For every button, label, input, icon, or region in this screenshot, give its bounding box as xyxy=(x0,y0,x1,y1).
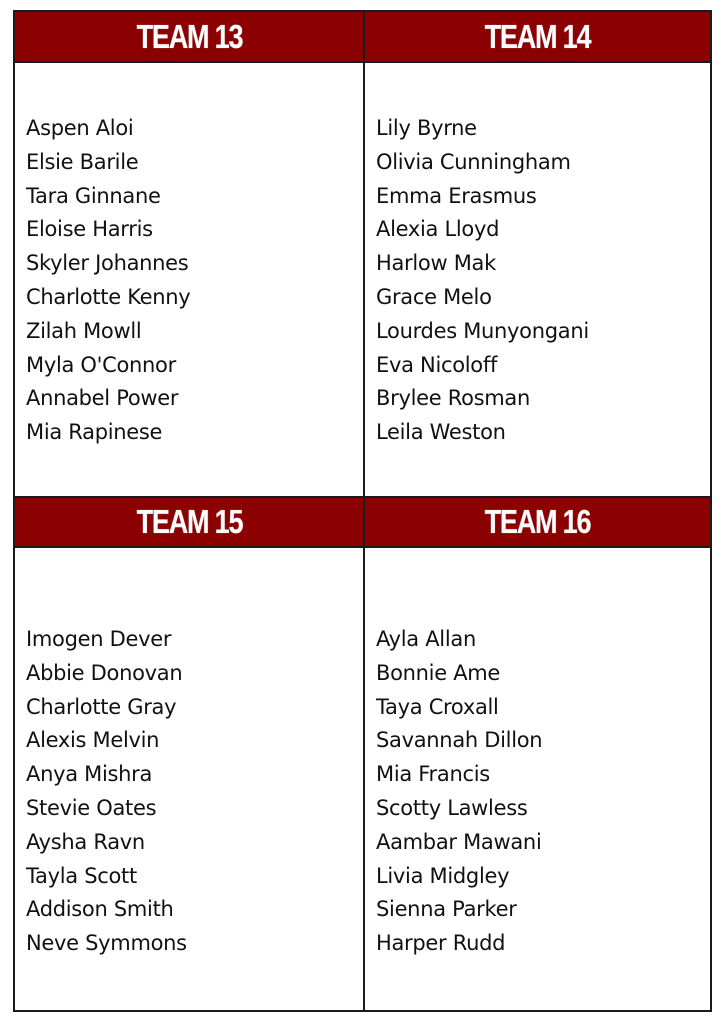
player-name: Abbie Donovan xyxy=(26,660,183,685)
player-name: Savannah Dillon xyxy=(376,728,543,753)
player-name: Mia Rapinese xyxy=(26,420,163,445)
player-name: Tayla Scott xyxy=(26,863,137,888)
player-name: Ayla Allan xyxy=(376,627,476,651)
team-14-panel xyxy=(363,12,710,496)
player-name: Imogen Dever xyxy=(26,627,172,651)
player-name: Zilah Mowll xyxy=(26,318,142,343)
player-name: Addison Smith xyxy=(26,897,174,922)
player-name: Emma Erasmus xyxy=(376,183,537,208)
player-name: Myla O'Connor xyxy=(26,352,176,377)
team-15-header xyxy=(15,496,363,548)
team-15-title: TEAM 15 xyxy=(136,503,242,540)
team-13-header xyxy=(15,12,363,63)
team-14-roster xyxy=(376,112,589,450)
player-name: Livia Midgley xyxy=(376,863,510,888)
player-name: Elsie Barile xyxy=(26,149,139,174)
player-name: Annabel Power xyxy=(26,386,179,411)
player-name: Charlotte Kenny xyxy=(26,284,191,309)
player-name: Tara Ginnane xyxy=(26,183,161,208)
player-name: Grace Melo xyxy=(376,284,492,309)
player-name: Mia Francis xyxy=(376,762,490,787)
player-name: Anya Mishra xyxy=(26,762,153,787)
player-name: Neve Symmons xyxy=(26,931,187,956)
player-name: Alexis Melvin xyxy=(26,728,160,753)
player-name: Sienna Parker xyxy=(376,897,517,922)
player-name: Taya Croxall xyxy=(376,694,499,719)
team-13-roster xyxy=(26,112,190,450)
player-name: Charlotte Gray xyxy=(26,694,177,719)
team-15-panel xyxy=(15,496,363,1010)
team-13-title: TEAM 13 xyxy=(136,17,242,55)
team-16-title: TEAM 16 xyxy=(484,503,591,540)
player-name: Aspen Aloi xyxy=(26,116,134,140)
team-14-title: TEAM 14 xyxy=(484,17,591,55)
team-13-panel xyxy=(15,12,363,496)
player-name: Olivia Cunningham xyxy=(376,149,571,174)
team-16-header xyxy=(365,496,710,548)
player-name: Eloise Harris xyxy=(26,217,153,242)
team-15-roster xyxy=(26,623,187,961)
team-16-roster xyxy=(376,623,542,961)
player-name: Scotty Lawless xyxy=(376,795,528,820)
player-name: Leila Weston xyxy=(376,420,506,445)
player-name: Aysha Ravn xyxy=(26,829,145,854)
team-14-header xyxy=(365,12,710,63)
player-name: Harlow Mak xyxy=(376,251,496,276)
player-name: Eva Nicoloff xyxy=(376,352,498,377)
player-name: Aambar Mawani xyxy=(376,829,542,854)
player-name: Stevie Oates xyxy=(26,795,157,820)
player-name: Lourdes Munyongani xyxy=(376,318,589,343)
team-grid xyxy=(13,10,712,1012)
player-name: Bonnie Ame xyxy=(376,660,501,685)
player-name: Harper Rudd xyxy=(376,931,506,956)
player-name: Lily Byrne xyxy=(376,116,477,140)
player-name: Skyler Johannes xyxy=(26,251,189,276)
team-16-panel xyxy=(363,496,710,1010)
player-name: Alexia Lloyd xyxy=(376,217,500,242)
player-name: Brylee Rosman xyxy=(376,386,530,411)
